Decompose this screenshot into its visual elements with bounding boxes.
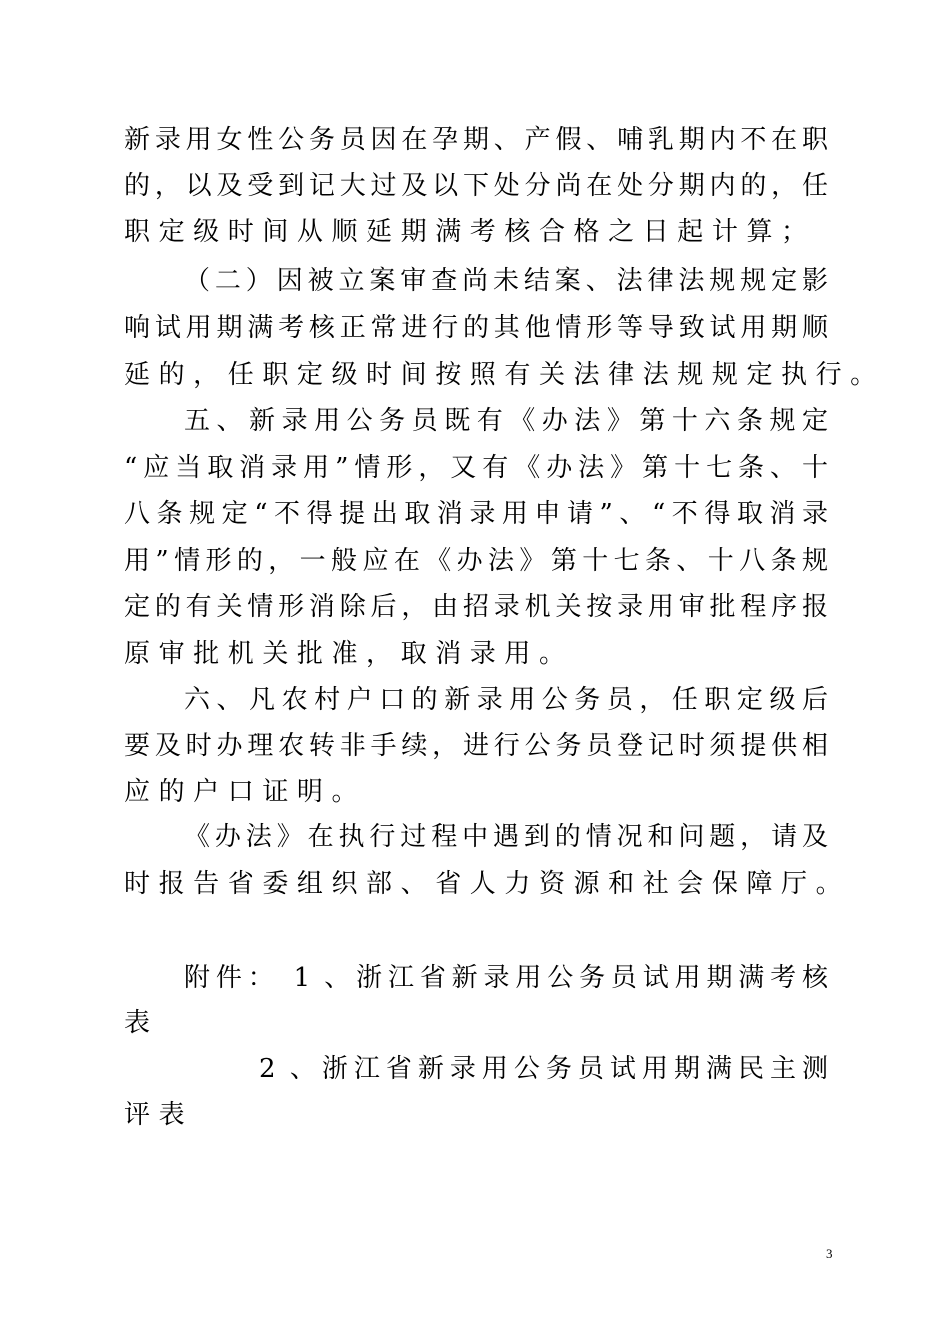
paragraph-line: 要及时办理农转非手续，进行公务员登记时须提供相 — [124, 731, 828, 761]
paragraph-line: 的，以及受到记大过及以下处分尚在处分期内的，任 — [124, 171, 828, 201]
paragraph-line: 应的户口证明。 — [124, 777, 367, 807]
paragraph-line: （二）因被立案审查尚未结案、法律法规规定影 — [184, 266, 828, 296]
paragraph-line: 响试用期满考核正常进行的其他情形等导致试用期顺 — [124, 313, 828, 343]
page-number: 3 — [826, 1246, 833, 1261]
paragraph-line: 六、凡农村户口的新录用公务员，任职定级后 — [184, 685, 828, 715]
paragraph-line: 五、新录用公务员既有《办法》第十六条规定 — [184, 406, 828, 436]
paragraph-line: 定的有关情形消除后，由招录机关按录用审批程序报 — [124, 592, 828, 622]
paragraph-line: 新录用女性公务员因在孕期、产假、哺乳期内不在职 — [124, 125, 828, 155]
paragraph-line: 八条规定“不得提出取消录用申请”、“不得取消录 — [124, 499, 828, 529]
paragraph-line: 用”情形的，一般应在《办法》第十七条、十八条规 — [124, 546, 828, 576]
paragraph-line: 延的，任职定级时间按照有关法律法规规定执行。 — [124, 360, 885, 390]
paragraph-line: 《办法》在执行过程中遇到的情况和问题，请及 — [184, 822, 828, 852]
paragraph-line: 职定级时间从顺延期满考核合格之日起计算； — [124, 217, 816, 247]
attachment-line: 表 — [124, 1008, 159, 1038]
attachment-line: 评表 — [124, 1100, 194, 1130]
paragraph-line: 原审批机关批准，取消录用。 — [124, 639, 574, 669]
paragraph-line: “应当取消录用”情形，又有《办法》第十七条、十 — [124, 453, 828, 483]
attachment-line: 附件： 1 、浙江省新录用公务员试用期满考核 — [184, 963, 828, 993]
attachment-line: 2 、浙江省新录用公务员试用期满民主测 — [259, 1054, 828, 1084]
paragraph-line: 时报告省委组织部、省人力资源和社会保障厅。 — [124, 869, 851, 899]
